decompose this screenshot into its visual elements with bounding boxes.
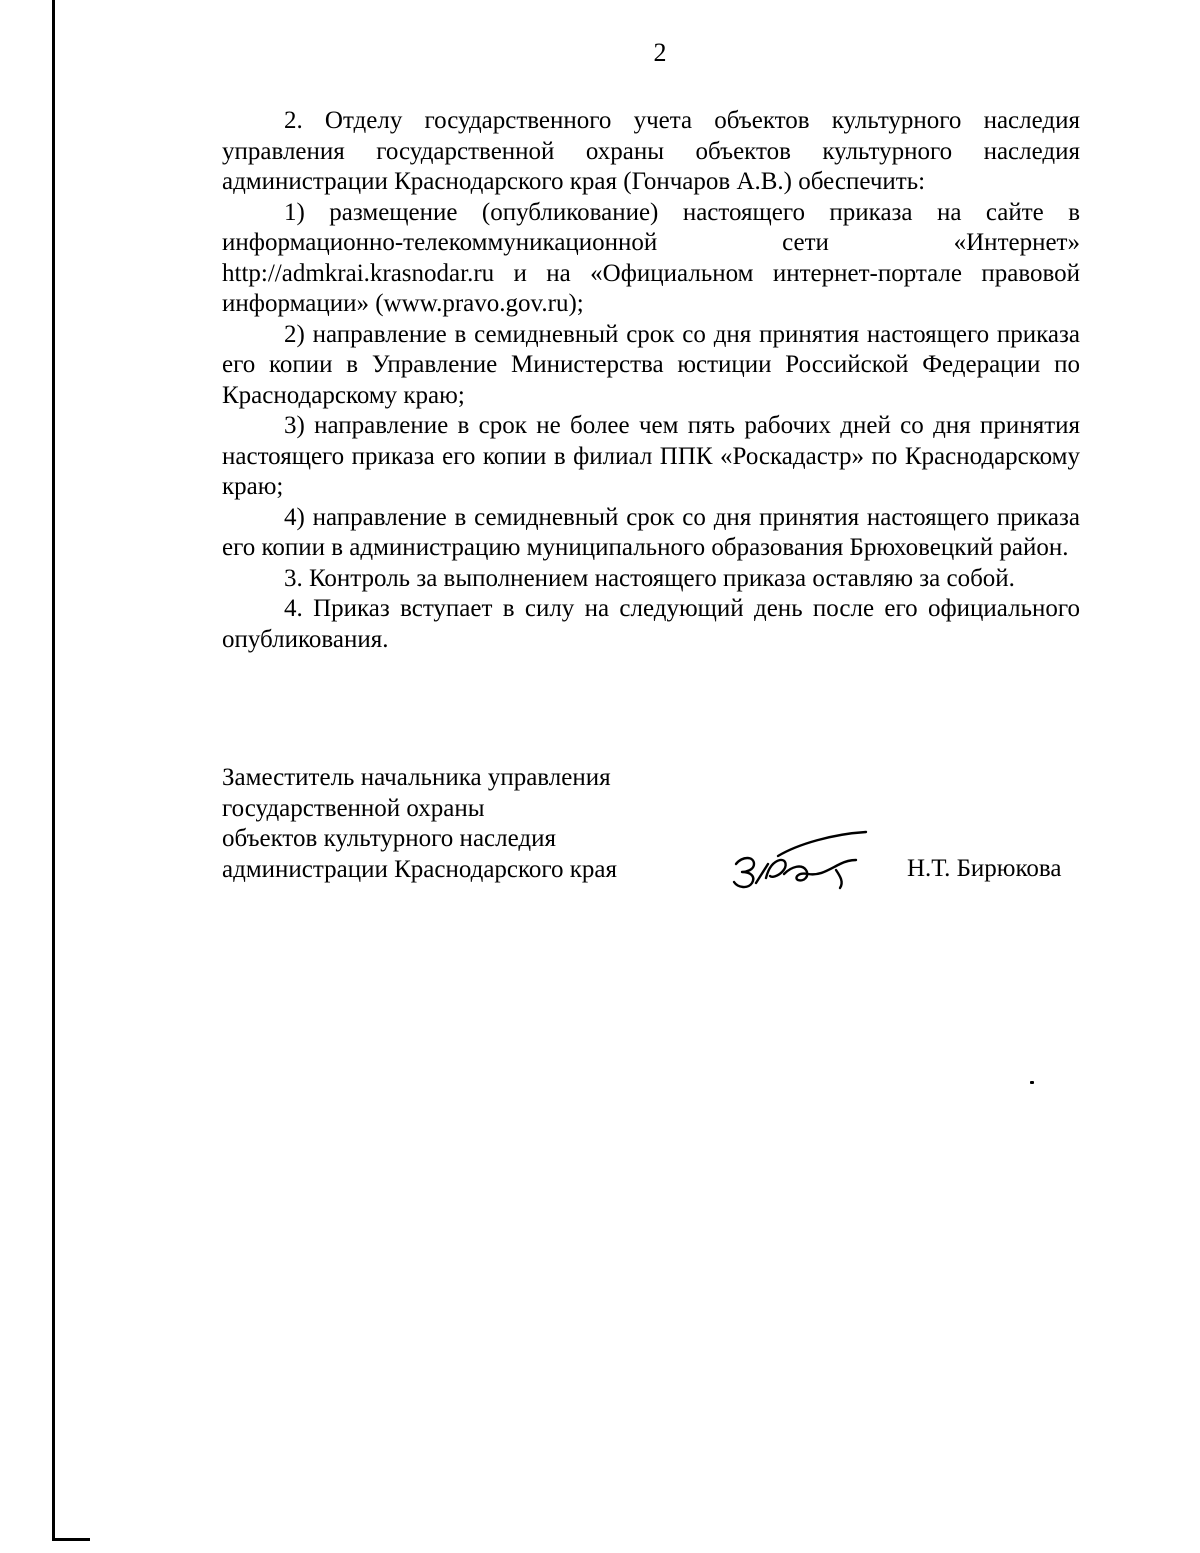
document-body [222,106,1080,655]
paragraph-item-3: 3. Контроль за выполнением настоящего приказа оставляю за собой. [284,564,1015,592]
signatory-title-line: Заместитель начальника управления [222,764,611,791]
scan-speck [1030,1081,1034,1084]
paragraph-item-4: 4. Приказ вступает в силу на следующий день после его официального опубликования. [222,595,1080,653]
signatory-name: Н.Т. Бирюкова [907,855,1062,882]
signatory-title-line: администрации Краснодарского края [222,855,618,883]
paragraph-subitem-4: 4) направление в семидневный срок со дня принятия настоящего приказа его копии в администрацию муниципального образования Брюховецкий район. [222,503,1080,561]
scan-border-bottom [52,1538,90,1541]
scan-border-left [52,0,55,1540]
paragraph-subitem-1: 1) размещение (опубликование) настоящего приказа на сайте в информационно-телекоммуникационной сети «Интернет» http://admkrai.krasnodar.ru и на «Официальном интернет-портале правовой информации» (www.pravo.gov.ru); [222,198,1080,317]
paragraph-subitem-3: 3) направление в срок не более чем пять рабочих дней со дня принятия настоящего приказа его копии в филиал ППК «Роскадастр» по Краснодарскому краю; [222,412,1080,500]
handwritten-signature [728,826,878,896]
paragraph-item-2: 2. Отделу государственного учета объектов культурного наследия управления государственной охраны объектов культурного наследия администрации Краснодарского края (Гончаров А.В.) обеспечить: [222,107,1080,195]
signature-block [222,763,1082,885]
signatory-title-line: объектов культурного наследия [222,825,556,852]
paragraph-subitem-2: 2) направление в семидневный срок со дня принятия настоящего приказа его копии в Управление Министерства юстиции Российской Федерации по Краснодарскому краю; [222,320,1080,409]
signatory-title-line: государственной охраны [222,794,485,822]
page-number: 2 [653,38,667,67]
